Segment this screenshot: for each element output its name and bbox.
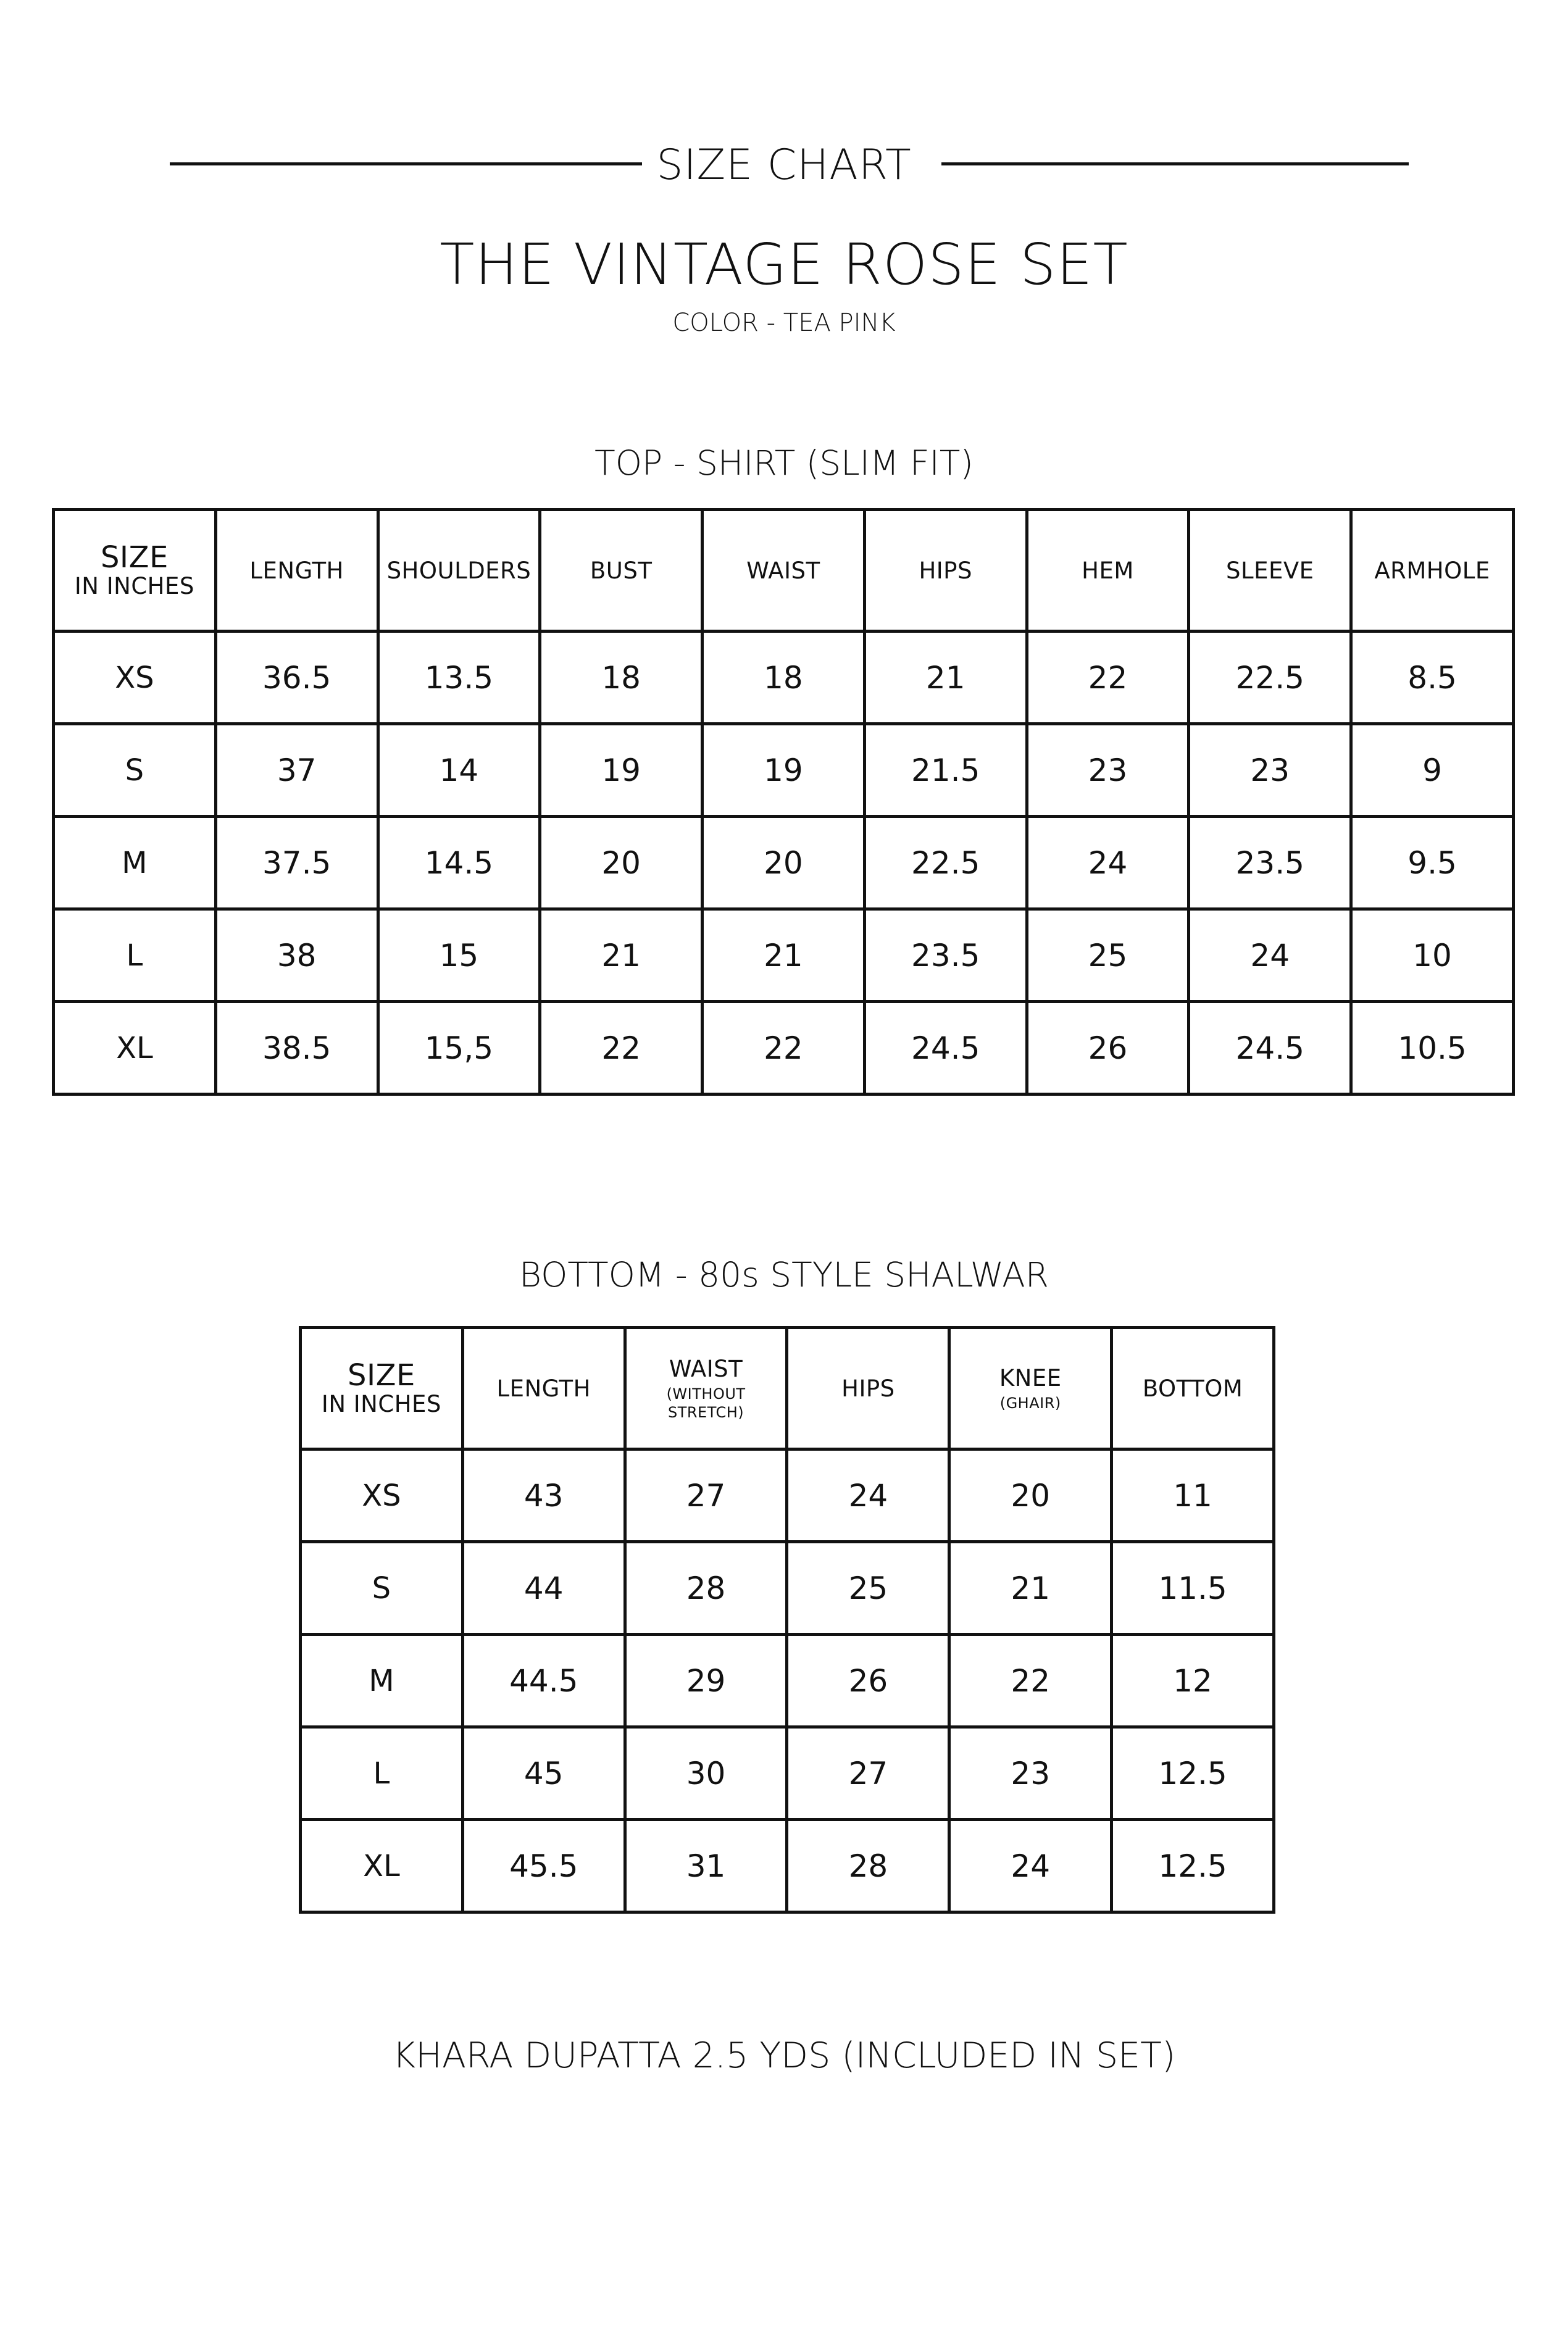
- measurement-cell: 21: [703, 909, 865, 1002]
- measurement-cell: 20: [540, 817, 703, 909]
- top-table-caption: TOP - SHIRT (SLIM FIT): [594, 443, 974, 483]
- measurement-cell: 44.5: [462, 1635, 625, 1727]
- size-header-main: SIZE: [100, 540, 169, 575]
- table-row: [301, 1820, 1274, 1912]
- column-header: HIPS: [864, 510, 1027, 632]
- measurement-cell: 22.5: [864, 817, 1027, 909]
- measurement-cell: 28: [625, 1542, 787, 1635]
- column-header-label: WAIST: [669, 1355, 743, 1382]
- table-row: [301, 1727, 1274, 1820]
- top-size-table: [52, 508, 1515, 1096]
- measurement-cell: 37.5: [215, 817, 378, 909]
- measurement-cell: 13.5: [378, 632, 540, 724]
- measurement-cell: 14.5: [378, 817, 540, 909]
- measurement-cell: 43: [462, 1449, 625, 1542]
- measurement-cell: 38: [215, 909, 378, 1002]
- measurement-cell: 11: [1112, 1449, 1274, 1542]
- measurement-cell: 45: [462, 1727, 625, 1820]
- size-label-cell: L: [54, 909, 216, 1002]
- measurement-cell: 21.5: [864, 724, 1027, 817]
- measurement-cell: 20: [949, 1449, 1112, 1542]
- size-label-cell: XS: [301, 1449, 463, 1542]
- measurement-cell: 24.5: [864, 1002, 1027, 1095]
- measurement-cell: 25: [787, 1542, 949, 1635]
- measurement-cell: 38.5: [215, 1002, 378, 1095]
- measurement-cell: 28: [787, 1820, 949, 1912]
- measurement-cell: 21: [949, 1542, 1112, 1635]
- measurement-cell: 15,5: [378, 1002, 540, 1095]
- measurement-cell: 22: [949, 1635, 1112, 1727]
- size-label-cell: S: [54, 724, 216, 817]
- measurement-cell: 45.5: [462, 1820, 625, 1912]
- column-header: [462, 1328, 625, 1449]
- color-line: COLOR - TEA PINK: [672, 309, 896, 337]
- table-row: [54, 1002, 1514, 1095]
- measurement-cell: 9.5: [1351, 817, 1514, 909]
- measurement-cell: 10.5: [1351, 1002, 1514, 1095]
- measurement-cell: 24: [949, 1820, 1112, 1912]
- measurement-cell: 12.5: [1112, 1727, 1274, 1820]
- size-column-header: [54, 510, 216, 632]
- table-row: [301, 1635, 1274, 1727]
- measurement-cell: 8.5: [1351, 632, 1514, 724]
- size-label-cell: XS: [54, 632, 216, 724]
- measurement-cell: 36.5: [215, 632, 378, 724]
- measurement-cell: 21: [864, 632, 1027, 724]
- table-row: [301, 1542, 1274, 1635]
- table-row: [54, 817, 1514, 909]
- section-label: SIZE CHART: [656, 141, 912, 190]
- column-header-label: HIPS: [841, 1375, 895, 1402]
- column-header-note: (GHAIR): [999, 1394, 1061, 1412]
- measurement-cell: 37: [215, 724, 378, 817]
- column-header: ARMHOLE: [1351, 510, 1514, 632]
- size-label-cell: XL: [54, 1002, 216, 1095]
- column-header-label: KNEE: [999, 1364, 1062, 1391]
- measurement-cell: 15: [378, 909, 540, 1002]
- measurement-cell: 12.5: [1112, 1820, 1274, 1912]
- size-label-cell: M: [301, 1635, 463, 1727]
- column-header: [787, 1328, 949, 1449]
- measurement-cell: 44: [462, 1542, 625, 1635]
- measurement-cell: 31: [625, 1820, 787, 1912]
- measurement-cell: 24: [1027, 817, 1189, 909]
- measurement-cell: 19: [540, 724, 703, 817]
- top-table-body: [54, 632, 1514, 1095]
- table-header-row: [301, 1328, 1274, 1449]
- footer-note: KHARA DUPATTA 2.5 YDS (INCLUDED IN SET): [392, 2035, 1176, 2076]
- column-header-label: BOTTOM: [1142, 1375, 1243, 1402]
- measurement-cell: 23: [1189, 724, 1351, 817]
- measurement-cell: 23: [949, 1727, 1112, 1820]
- measurement-cell: 27: [787, 1727, 949, 1820]
- measurement-cell: 25: [1027, 909, 1189, 1002]
- column-header: BUST: [540, 510, 703, 632]
- measurement-cell: 30: [625, 1727, 787, 1820]
- table-row: [54, 724, 1514, 817]
- bottom-size-table: [299, 1326, 1275, 1914]
- column-header: SLEEVE: [1189, 510, 1351, 632]
- size-label-cell: S: [301, 1542, 463, 1635]
- measurement-cell: 22: [540, 1002, 703, 1095]
- table-row: [301, 1449, 1274, 1542]
- measurement-cell: 21: [540, 909, 703, 1002]
- measurement-cell: 9: [1351, 724, 1514, 817]
- measurement-cell: 29: [625, 1635, 787, 1727]
- table-row: [54, 909, 1514, 1002]
- table-row: [54, 632, 1514, 724]
- measurement-cell: 22.5: [1189, 632, 1351, 724]
- measurement-cell: 20: [703, 817, 865, 909]
- measurement-cell: 27: [625, 1449, 787, 1542]
- measurement-cell: 18: [540, 632, 703, 724]
- measurement-cell: 19: [703, 724, 865, 817]
- measurement-cell: 22: [1027, 632, 1189, 724]
- size-column-header: [301, 1328, 463, 1449]
- column-header: LENGTH: [215, 510, 378, 632]
- measurement-cell: 24.5: [1189, 1002, 1351, 1095]
- measurement-cell: 18: [703, 632, 865, 724]
- column-header-note: (WITHOUT STRETCH): [666, 1385, 746, 1421]
- column-header: HEM: [1027, 510, 1189, 632]
- product-title: THE VINTAGE ROSE SET: [440, 231, 1128, 298]
- measurement-cell: 26: [787, 1635, 949, 1727]
- measurement-cell: 11.5: [1112, 1542, 1274, 1635]
- bottom-table-body: [301, 1449, 1274, 1912]
- size-label-cell: M: [54, 817, 216, 909]
- measurement-cell: 23.5: [1189, 817, 1351, 909]
- measurement-cell: 12: [1112, 1635, 1274, 1727]
- table-header-row: [54, 510, 1514, 632]
- column-header: [625, 1328, 787, 1449]
- bottom-table-caption: BOTTOM - 80s STYLE SHALWAR: [519, 1255, 1049, 1295]
- column-header: WAIST: [703, 510, 865, 632]
- column-header: SHOULDERS: [378, 510, 540, 632]
- measurement-cell: 10: [1351, 909, 1514, 1002]
- size-header-main: SIZE: [347, 1358, 415, 1393]
- column-header: [949, 1328, 1112, 1449]
- size-header-sub: IN INCHES: [74, 573, 194, 599]
- measurement-cell: 23.5: [864, 909, 1027, 1002]
- measurement-cell: 24: [787, 1449, 949, 1542]
- measurement-cell: 14: [378, 724, 540, 817]
- column-header-label: LENGTH: [496, 1375, 591, 1402]
- column-header: [1112, 1328, 1274, 1449]
- measurement-cell: 24: [1189, 909, 1351, 1002]
- measurement-cell: 23: [1027, 724, 1189, 817]
- measurement-cell: 22: [703, 1002, 865, 1095]
- measurement-cell: 26: [1027, 1002, 1189, 1095]
- size-header-sub: IN INCHES: [321, 1391, 441, 1417]
- size-label-cell: XL: [301, 1820, 463, 1912]
- size-label-cell: L: [301, 1727, 463, 1820]
